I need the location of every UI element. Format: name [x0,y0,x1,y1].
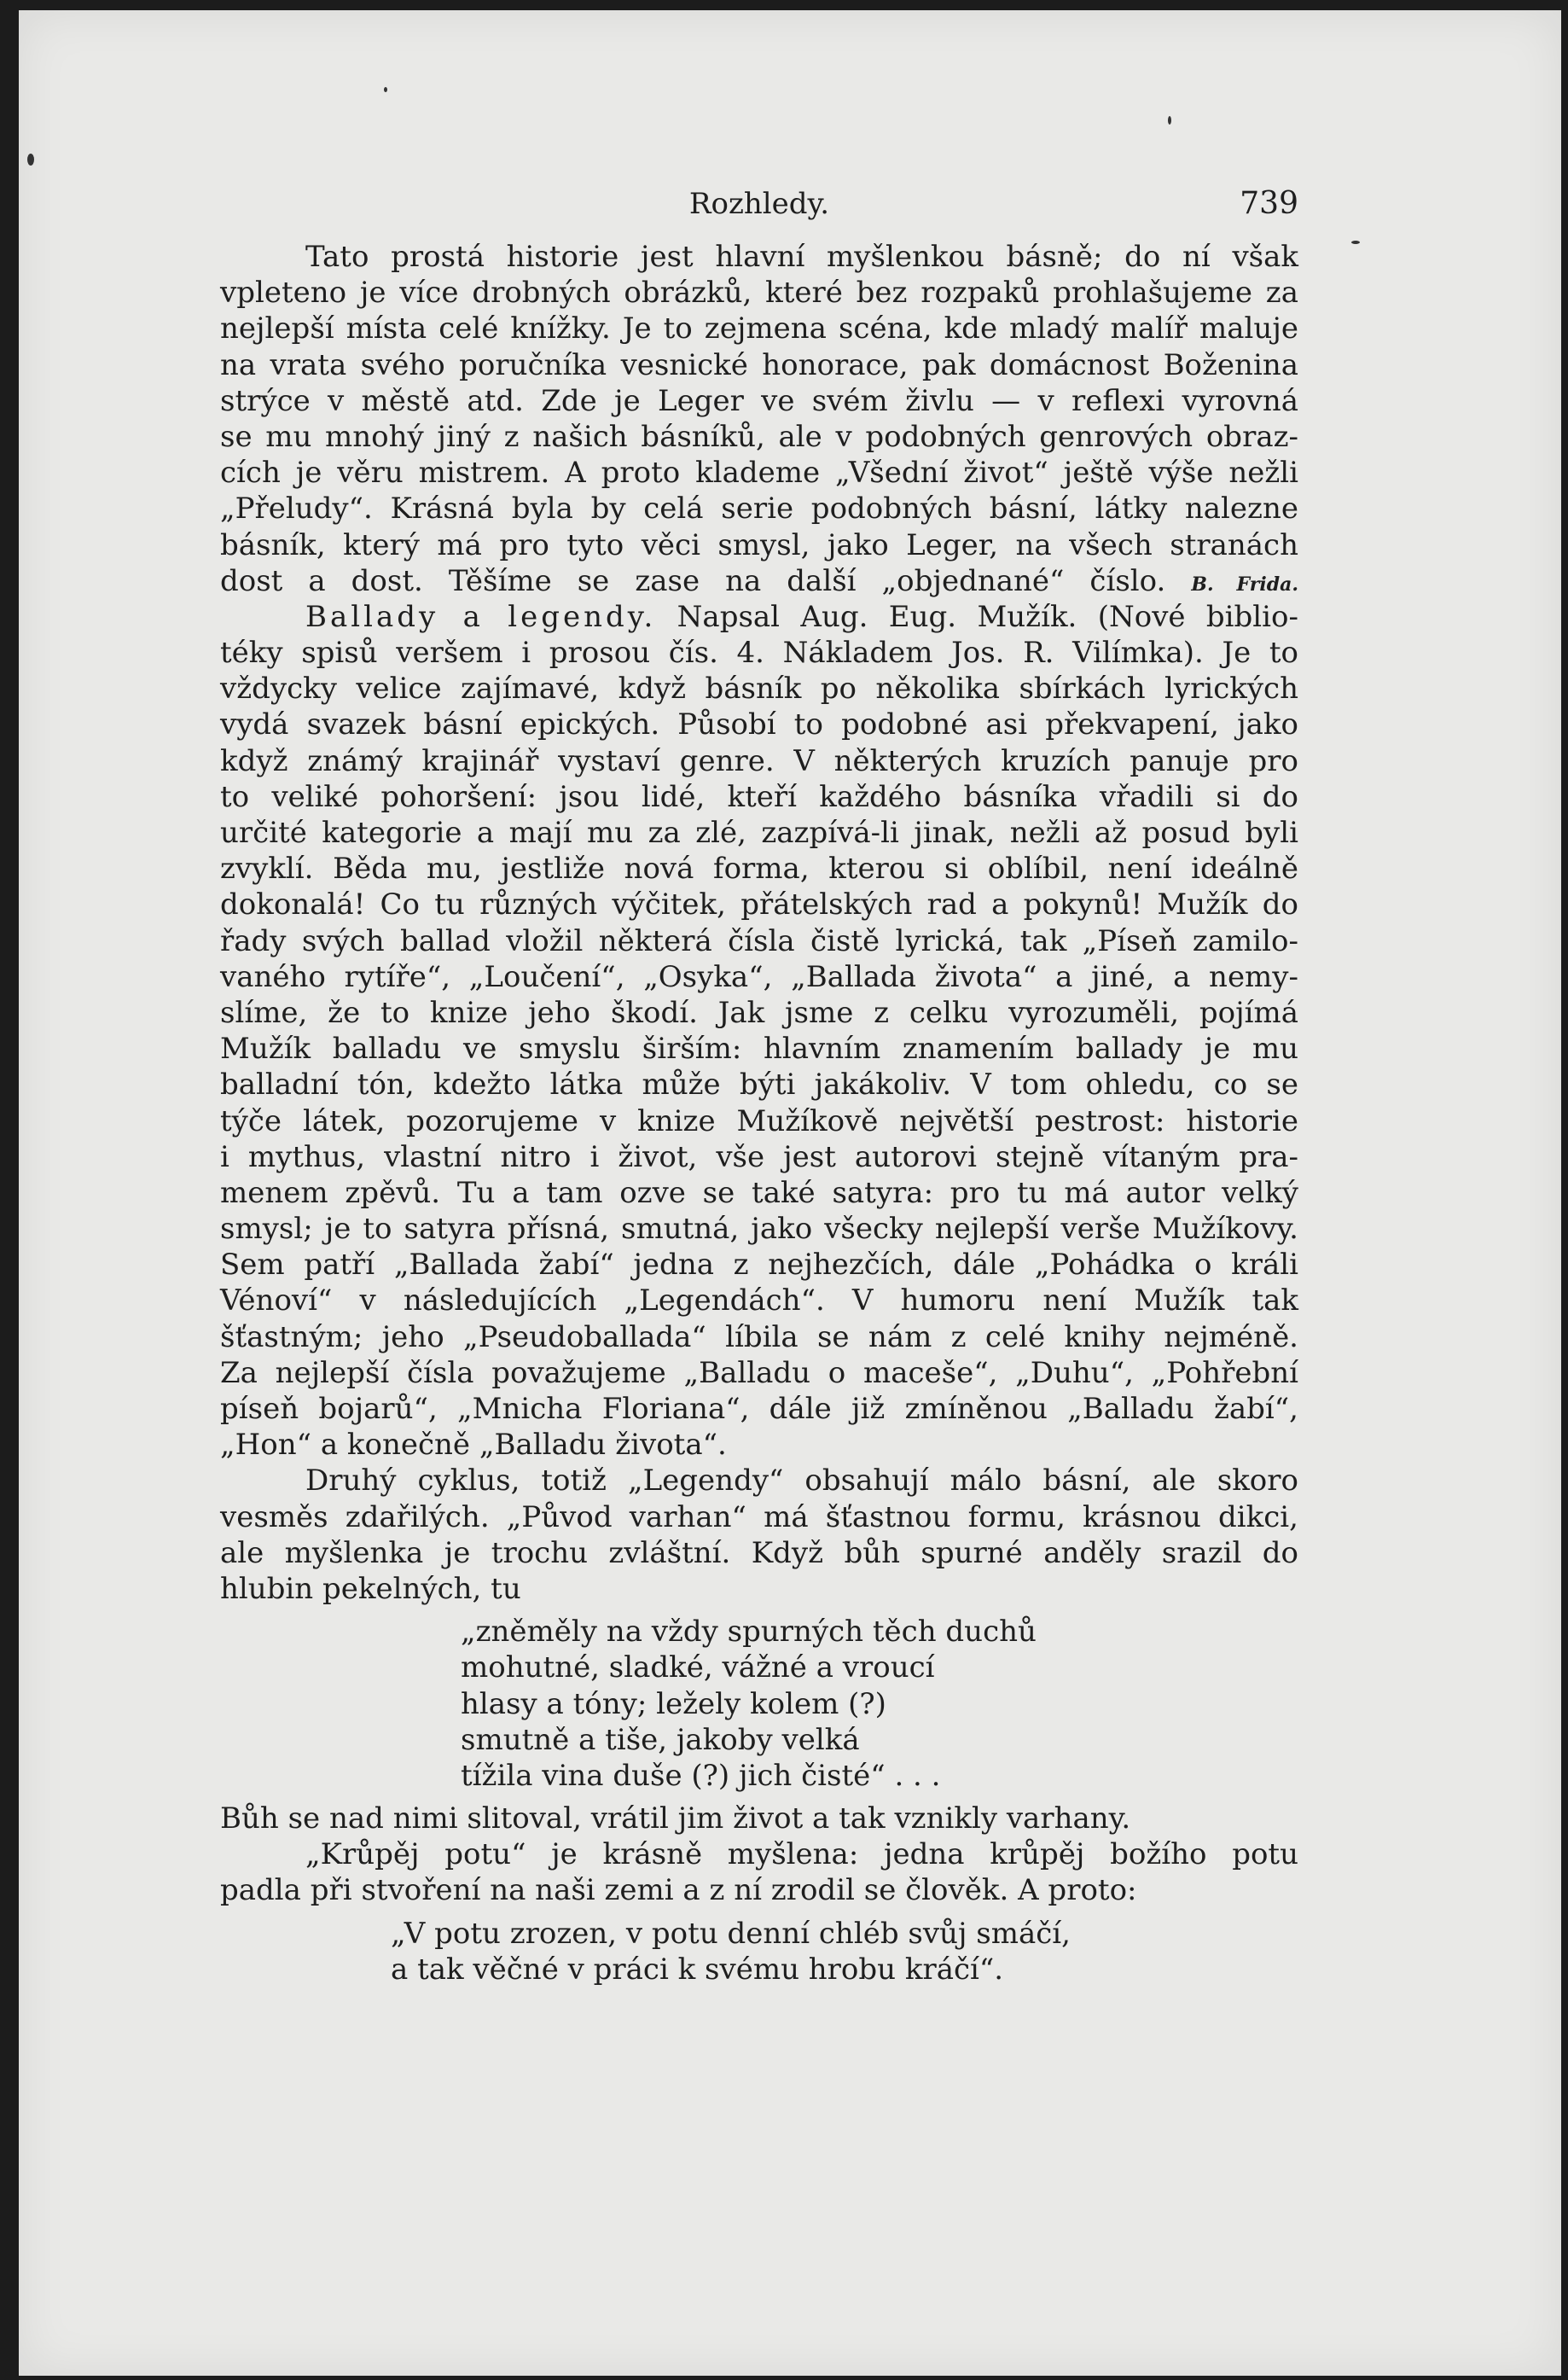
text-line: Bůh se nad nimi slitoval, vrátil jim život a tak vznikly varhany. [220,1801,1131,1836]
verse-line: mohutné, sladké, vážné a vroucí [461,1650,935,1685]
text-line: vpleteno je více drobných obrázků, které bez rozpaků prohlašujeme za [220,276,1298,311]
text-line: píseň bojarů“, „Mnicha Floriana“, dále již zmíněnou „Balladu žabí“, [220,1392,1298,1426]
text-line: Za nejlepší čísla považujeme „Balladu o maceše“, „Duhu“, „Pohřební [220,1355,1298,1390]
verse-line: tížila vina duše (?) jich čisté“ . . . [461,1758,941,1793]
verse-line: „zněměly na vždy spurných těch duchů [461,1615,1037,1650]
text-line: určité kategorie a mají mu za zlé, zazpívá-li jinak, nežli až posud byli [220,816,1298,850]
text-line: vždycky velice zajímavé, když básník po několika sbírkách lyrických [220,672,1298,707]
paragraph-varhany [220,1801,1298,1836]
ink-speck [1168,116,1171,125]
text-line: cích je věru mistrem. A proto klademe „Všední život“ ještě výše nežli [220,456,1298,491]
text-block [220,186,1298,1987]
text-line: řady svých ballad vložil některá čísla čistě lyrická, tak „Píseň zamilo- [220,923,1298,958]
text-line: padla při stvoření na naši zemi a z ní zrodil se člověk. A proto: [220,1873,1137,1908]
verse-line: a tak věčné v práci k svému hrobu kráčí“. [391,1952,1004,1987]
text-line: smysl; je to satyra přísná, smutná, jako všecky nejlepší verše Mužíkovy. [220,1212,1298,1247]
text-line: slíme, že to knize jeho škodí. Jak jsme z celku vyrozuměli, pojímá [220,995,1298,1030]
text-line: týče látek, pozorujeme v knize Mužíkově největší pestrost: historie [220,1103,1298,1138]
text-line: se mu mnohý jiný z našich básníků, ale v podobných genrových obraz- [220,419,1298,454]
text-line: „Hon“ a konečně „Balladu života“. [220,1428,727,1463]
text-line: „Přeludy“. Krásná byla by celá serie podobných básní, látky nalezne [220,492,1298,527]
text-line: Druhý cyklus, totiž „Legendy“ obsahují málo básní, ale skoro [305,1463,1298,1498]
text-line: hlubin pekelných, tu [220,1571,521,1606]
text-line: vydá svazek básní epických. Působí to podobné asi překvapení, jako [220,707,1298,742]
text-line: ale myšlenka je trochu zvláštní. Když bůh spurné anděly srazil do [220,1535,1298,1570]
text-line: menem zpěvů. Tu a tam ozve se také satyra: pro tu má autor velký [220,1175,1298,1210]
paragraph-review-leger [220,239,1298,599]
page-number: 739 [1240,186,1298,221]
ink-speck [27,154,34,166]
page-header [220,186,1298,230]
verse-line: smutně a tiše, jakoby velká [461,1722,860,1757]
text-line: Tato prostá historie jest hlavní myšlenkou básně; do ní však [305,240,1298,274]
text-line: vesměs zdařilých. „Původ varhan“ má šťastnou formu, krásnou dikci, [220,1499,1298,1534]
text-line: balladní tón, kdežto látka může býti jakákoliv. V tom ohledu, co se [220,1068,1298,1103]
verse-line: hlasy a tóny; ležely kolem (?) [461,1686,886,1721]
text-line-content: dost a dost. Těšíme se zase na další „objednané“ číslo. [220,563,1166,598]
running-title: Rozhledy. [688,187,830,221]
text-line: šťastným; jeho „Pseudoballada“ líbila se nám z celé knihy nejméně. [220,1319,1298,1354]
text-line: vaného rytíře“, „Loučení“, „Osyka“, „Ballada života“ a jiné, a nemy- [220,959,1298,994]
text-line: to veliké pohoršení: jsou lidé, kteří každého básníka vřadili si do [220,779,1298,814]
verse-quote-krupej-potu [220,1916,1298,1987]
verse-quote-puvod-varhan [220,1614,1298,1794]
paragraph-legendy [220,1463,1298,1607]
text-line: zvyklí. Běda mu, jestliže nová forma, kterou si oblíbil, není ideálně [220,852,1298,887]
text-line: strýce v městě atd. Zde je Leger ve svém živlu — v reflexi vyrovná [220,383,1298,418]
text-line: dokonalá! Co tu různých výčitek, přátelských rad a pokynů! Mužík do [220,887,1298,922]
text-line: téky spisů veršem i prosou čís. 4. Nákladem Jos. R. Vilímka). Je to [220,636,1298,671]
verse-line: „V potu zrozen, v potu denní chléb svůj smáčí, [391,1916,1071,1951]
ink-speck [1351,241,1360,244]
paragraph-krupej-potu [220,1836,1298,1908]
ink-speck [384,87,387,92]
reviewer-signature: B. Frida. [1191,573,1299,596]
text-line: Vénoví“ v následujících „Legendách“. V humoru není Mužík tak [220,1283,1298,1318]
text-line: Sem patří „Ballada žabí“ jedna z nejhezčích, dále „Pohádka o králi [220,1248,1298,1283]
text-line: i mythus, vlastní nitro i život, vše jest autorovi stejně vítaným pra- [220,1139,1298,1174]
text-line: básník, který má pro tyto věci smysl, jako Leger, na všech stranách [220,527,1298,562]
text-line: Mužík balladu ve smyslu širším: hlavním znamením ballady je mu [220,1032,1298,1067]
paragraph-review-muzik [220,599,1298,1463]
text-line-with-signature [220,563,1298,599]
book-title: Ballady a legendy. [305,599,657,634]
text-line-with-title [220,599,1298,635]
text-line: na vrata svého poručníka vesnické honorace, pak domácnost Boženina [220,347,1298,382]
text-line: „Krůpěj potu“ je krásně myšlena: jedna krůpěj božího potu [305,1837,1298,1872]
text-line-content: Napsal Aug. Eug. Mužík. (Nové biblio- [677,599,1299,634]
text-line: nejlepší místa celé knížky. Je to zejmena scéna, kde mladý malíř maluje [220,311,1298,346]
text-line: když známý krajinář vystaví genre. V některých kruzích panuje pro [220,743,1298,778]
